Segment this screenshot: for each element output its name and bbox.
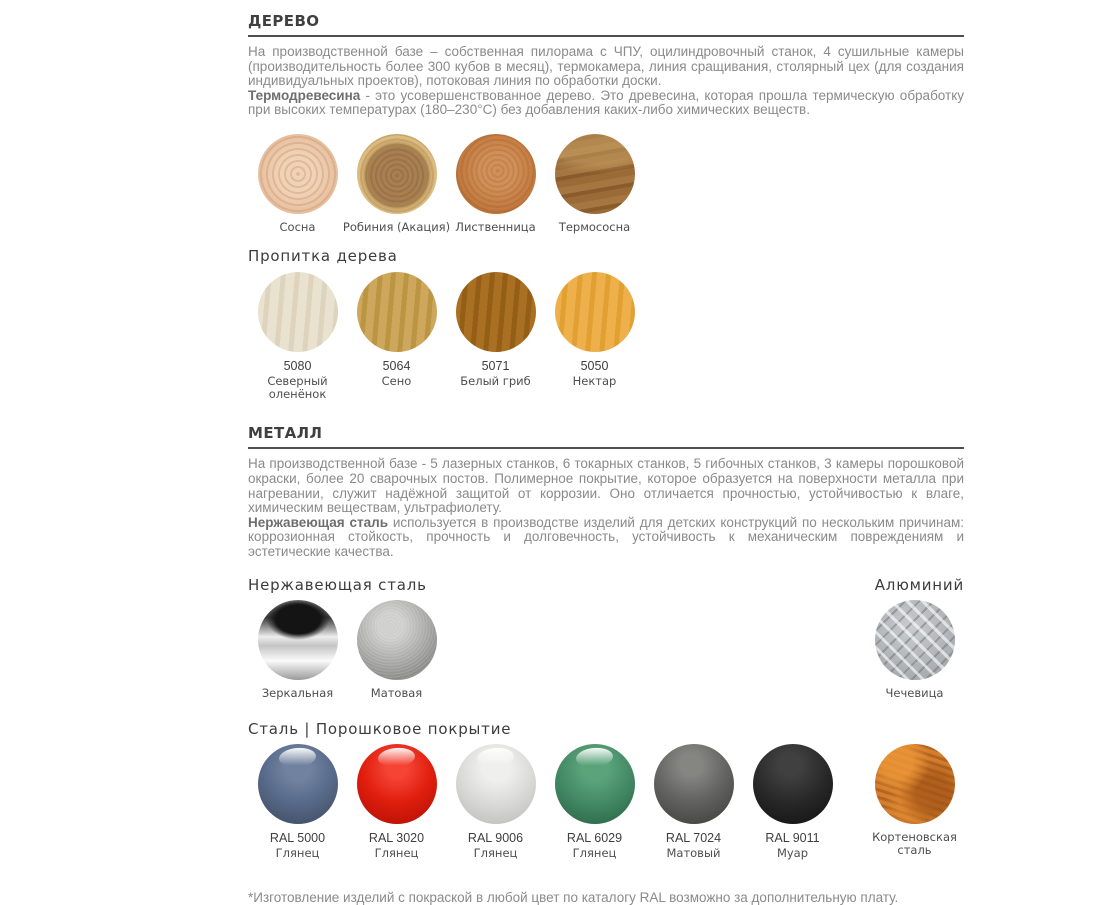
pine-swatch-label: Сосна (279, 219, 316, 234)
metal-paragraph-2 (248, 516, 964, 560)
matte-swatch-image (357, 600, 437, 680)
swatch-5064-code: 5064 (382, 359, 411, 374)
swatch-ral5000 (248, 744, 347, 859)
robinia-swatch-label: Робиния (Акация) (342, 219, 451, 234)
larch-swatch-image (456, 134, 536, 214)
swatch-5071 (446, 272, 545, 388)
ral6029-code: RAL 6029 (566, 831, 623, 846)
wood-paragraph-2-lead: Термодревесина (248, 87, 361, 103)
impregnation-swatch-row (248, 272, 964, 400)
thermopine-swatch-label: Термососна (558, 219, 631, 234)
matte-swatch-label: Матовая (370, 685, 423, 700)
pine-swatch-image (258, 134, 338, 214)
swatch-5050 (545, 272, 644, 388)
swatch-5080-code: 5080 (283, 359, 312, 374)
ral3020-swatch-image (357, 744, 437, 824)
ral7024-finish: Матовый (666, 846, 721, 861)
wood-paragraph-1: На производственной базе – собственная пилорама с ЧПУ, оцилиндровочный станок, 4 сушильные камеры (производительность более 300 кубов в месяц), термокамера, линия сращивания, столярный цех (для создания индивидуальных проектов), потоковая линия по обработки доски. (248, 44, 964, 89)
swatch-5071-code: 5071 (481, 359, 510, 374)
stainless-aluminum-headings (248, 576, 964, 594)
metal-section-divider (248, 447, 964, 449)
metal-paragraph-2-lead: Нержавеющая сталь (248, 514, 388, 530)
swatch-corten (865, 744, 964, 856)
powder-swatch-row (248, 744, 964, 859)
swatch-5050-label: Нектар (572, 374, 617, 389)
swatch-ral6029 (545, 744, 644, 859)
swatch-robinia (342, 134, 451, 234)
swatch-5080-label: Северный оленёнок (267, 374, 328, 401)
corten-swatch-image (875, 744, 955, 824)
ral9011-code: RAL 9011 (765, 831, 820, 846)
swatch-aluminum-lentil (865, 600, 964, 700)
powder-title: Сталь | Порошковое покрытие (248, 720, 512, 739)
ral9006-finish: Глянец (473, 846, 518, 861)
ral5000-code: RAL 5000 (269, 831, 326, 846)
wood-swatch-row (248, 134, 964, 234)
ral6029-swatch-image (555, 744, 635, 824)
swatch-larch (446, 134, 545, 234)
wood-paragraph-2-rest: - это усовершенствованное дерево. Это древесина, которая прошла термическую обработку при высоких температурах (180–230°С) без добавления каких-либо химических веществ. (248, 87, 964, 118)
ral5000-swatch-image (258, 744, 338, 824)
ral6029-finish: Глянец (572, 846, 617, 861)
swatch-5071-label: Белый гриб (460, 374, 531, 389)
ral7024-code: RAL 7024 (665, 831, 722, 846)
swatch-5050-code: 5050 (580, 359, 609, 374)
swatch-thermopine (545, 134, 644, 234)
metal-section-title: МЕТАЛЛ (248, 424, 323, 443)
swatch-5050-image (555, 272, 635, 352)
mirror-swatch-label: Зеркальная (261, 685, 334, 700)
corten-swatch-label: Кортеновская сталь (872, 830, 957, 857)
impregnation-title: Пропитка дерева (248, 247, 398, 266)
ral9006-code: RAL 9006 (467, 831, 524, 846)
ral-footnote: *Изготовление изделий с покраской в любой цвет по каталогу RAL возможно за дополнительную плату. (248, 890, 899, 905)
swatch-5080 (248, 272, 347, 400)
ral3020-finish: Глянец (374, 846, 419, 861)
swatch-ral9011 (743, 744, 842, 859)
swatch-pine (248, 134, 347, 234)
ral9006-swatch-image (456, 744, 536, 824)
wood-section-title: ДЕРЕВО (248, 12, 320, 30)
wood-paragraph-2 (248, 89, 964, 118)
swatch-ral9006 (446, 744, 545, 859)
aluminum-title: Алюминий (874, 575, 964, 594)
swatch-5064-image (357, 272, 437, 352)
ral5000-finish: Глянец (275, 846, 320, 861)
swatch-5071-image (456, 272, 536, 352)
ral3020-code: RAL 3020 (368, 831, 425, 846)
swatch-mirror (248, 600, 347, 700)
robinia-swatch-image (357, 134, 437, 214)
steel-swatch-row (248, 600, 964, 700)
ral9011-swatch-image (753, 744, 833, 824)
diamond-plate-swatch-image (875, 600, 955, 680)
metal-paragraph-1: На производственной базе - 5 лазерных станков, 6 токарных станков, 5 гибочных станков, 3 камеры порошковой окраски, более 20 сварочных постов. Полимерное покрытие, которое образуется на поверхности металла при нагревании, служит надёжной защитой от коррозии. Оно отличается прочностью, устойчивостью к влаге, химическим веществам, ультрафиолету. (248, 456, 964, 516)
ral9011-finish: Муар (776, 846, 809, 861)
swatch-5064-label: Сено (381, 374, 412, 389)
thermopine-swatch-image (555, 134, 635, 214)
stainless-title: Нержавеющая сталь (248, 575, 427, 594)
swatch-5064 (347, 272, 446, 388)
swatch-5080-image (258, 272, 338, 352)
swatch-matte (347, 600, 446, 700)
aluminum-swatch-label: Чечевица (885, 685, 944, 700)
mirror-swatch-image (258, 600, 338, 680)
ral7024-swatch-image (654, 744, 734, 824)
swatch-ral7024 (644, 744, 743, 859)
larch-swatch-label: Лиственница (455, 219, 536, 234)
wood-section-divider (248, 35, 964, 37)
metal-paragraph-2-rest: используется в производстве изделий для детских конструкций по нескольким причинам: коррозионная стойкость, прочность и долговечность, устойчивость к механическим повреждениям и эстетические качества. (248, 514, 964, 560)
swatch-ral3020 (347, 744, 446, 859)
